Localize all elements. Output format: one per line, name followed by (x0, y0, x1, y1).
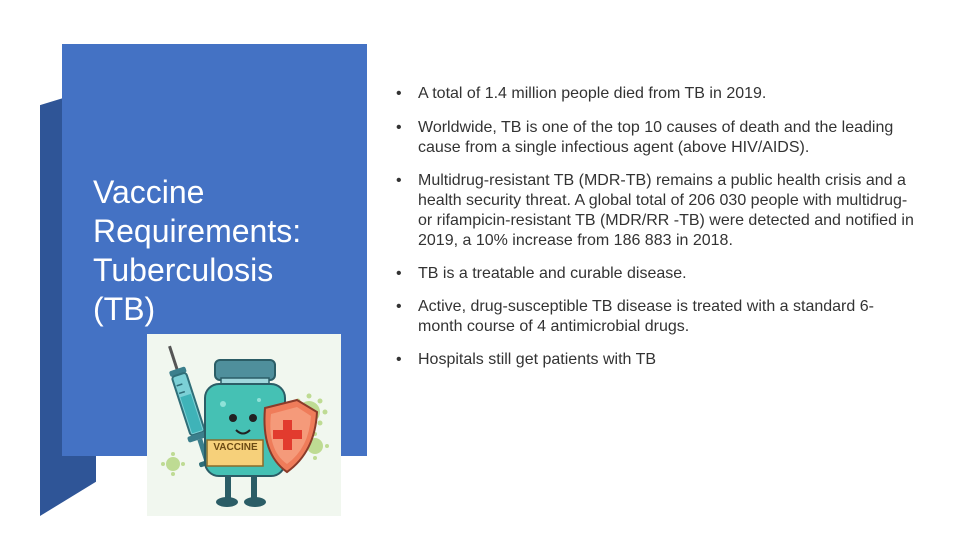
bullet-text: TB is a treatable and curable disease. (418, 265, 687, 282)
bullet-list (396, 84, 916, 383)
bullet-glyph: • (396, 351, 402, 368)
title-line: Vaccine (93, 174, 205, 211)
bullet-text: Active, drug-susceptible TB disease is treated with a standard 6-month course of 4 antimicrobial drugs. (418, 298, 874, 335)
bullet-item (396, 118, 916, 158)
bullet-text: A total of 1.4 million people died from TB in 2019. (418, 85, 767, 102)
bullet-glyph: • (396, 265, 402, 282)
title-line: Tuberculosis (93, 252, 274, 289)
bullet-text: Hospitals still get patients with TB (418, 351, 657, 368)
vaccine-label-text: VACCINE (213, 442, 258, 453)
bullet-text: Multidrug-resistant TB (MDR-TB) remains a public health crisis and a health security threat. A global total of 206 030 people with multidrug- or rifampicin-resistant TB (MDR/RR -TB) were detected and notified in 2019, a 10% increase from 186 883 in 2018. (418, 172, 914, 249)
vaccine-illustration (147, 334, 341, 516)
bullet-glyph: • (396, 298, 402, 315)
slide-title (93, 173, 353, 329)
bullet-glyph: • (396, 172, 402, 189)
bullet-item (396, 350, 916, 370)
bullet-item (396, 171, 916, 251)
bullet-glyph: • (396, 119, 402, 136)
title-line: (TB) (93, 291, 156, 328)
bullet-item (396, 297, 916, 337)
bullet-text: Worldwide, TB is one of the top 10 causes of death and the leading cause from a single infectious agent (above HIV/AIDS). (418, 119, 894, 156)
bullet-item (396, 264, 916, 284)
bullet-glyph: • (396, 85, 402, 102)
bullet-item (396, 84, 916, 104)
title-line: Requirements: (93, 213, 302, 250)
vaccine-mascot-icon (147, 334, 341, 516)
